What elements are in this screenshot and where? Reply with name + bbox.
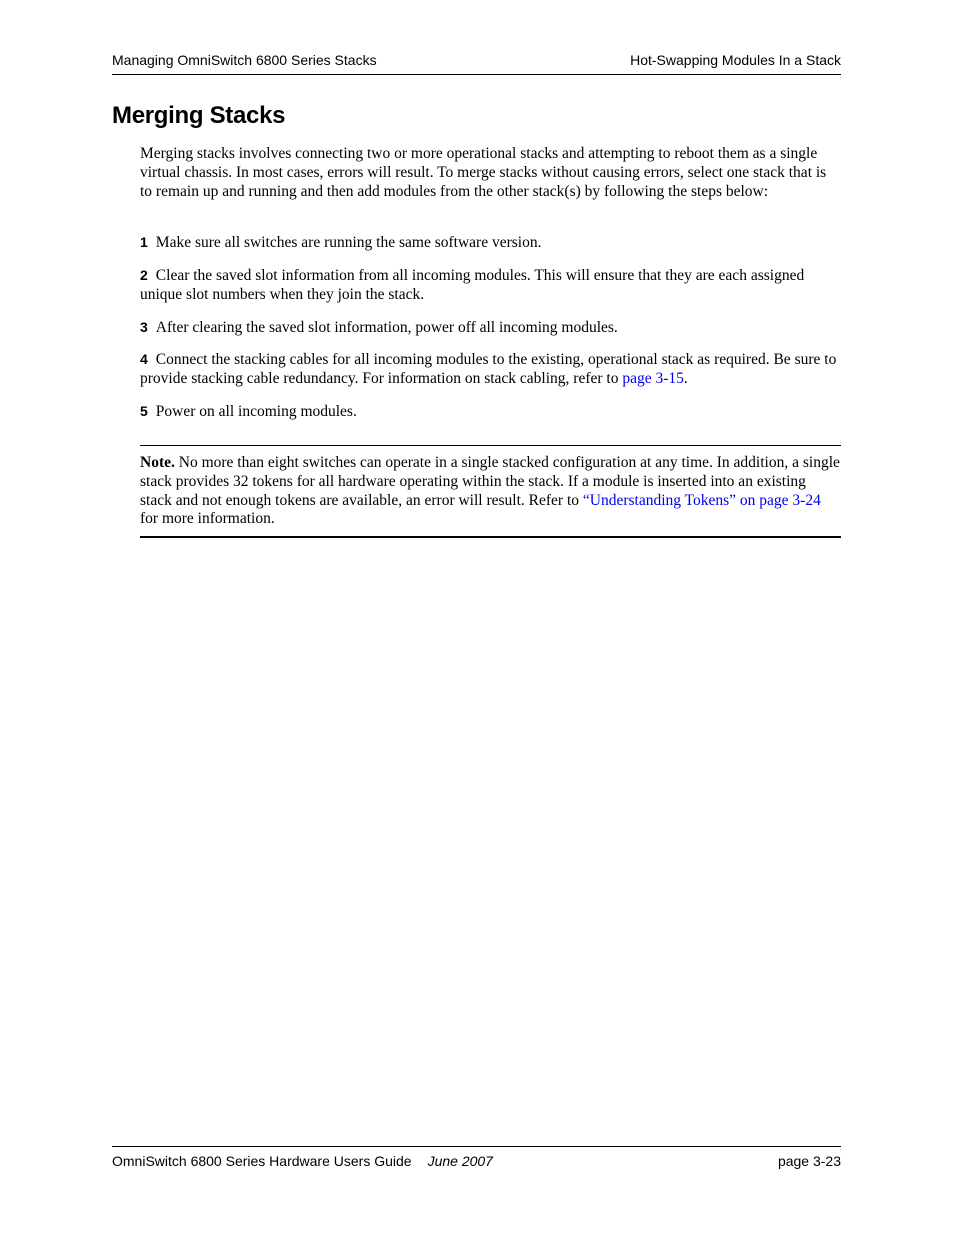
page-3-15-link[interactable]: page 3-15 <box>622 369 684 387</box>
footer-date: June 2007 <box>427 1153 493 1169</box>
note-paragraph <box>140 454 841 529</box>
step-number: 1 <box>140 234 148 250</box>
footer-page-number: page 3-23 <box>777 1153 841 1169</box>
step-text-end: . <box>683 369 688 387</box>
understanding-tokens-link[interactable]: “Understanding Tokens” on page 3-24 <box>582 491 821 509</box>
step-text: After clearing the saved slot information, power off all incoming modules. <box>155 319 618 336</box>
header-chapter-title: Managing OmniSwitch 6800 Series Stacks <box>112 52 377 68</box>
step-number: 5 <box>140 403 148 419</box>
step-3 <box>140 318 842 338</box>
note-label: Note. <box>140 454 175 471</box>
step-text: Clear the saved slot information from all incoming modules. This will ensure that they are each assigned unique slot numbers when they join the stack. <box>140 267 805 303</box>
step-number: 4 <box>140 351 148 367</box>
intro-paragraph: Merging stacks involves connecting two or more operational stacks and attempting to reboot them as a single virtual chassis. In most cases, errors will result. To merge stacks without causing errors, select one stack that is to remain up and running and then add modules from the other stack(s) by following the steps below: <box>140 145 827 200</box>
step-number: 3 <box>140 319 148 335</box>
step-text: Connect the stacking cables for all incoming modules to the existing, operational stack as required. Be sure to provide stacking cable redundancy. For information on stack cabling, refer to <box>140 351 837 387</box>
note-text-end: for more information. <box>140 510 275 528</box>
step-1 <box>140 233 842 253</box>
step-5 <box>140 402 842 422</box>
step-2 <box>140 266 842 305</box>
header-section-title: Hot-Swapping Modules In a Stack <box>630 52 841 68</box>
step-text: Power on all incoming modules. <box>155 403 357 420</box>
section-title: Merging Stacks <box>112 102 286 129</box>
footer-guide-info <box>112 1153 493 1169</box>
note-text: No more than eight switches can operate in a single stacked configuration at any time. In addition, a single stack provides 32 tokens for all hardware operating within the stack. If a module is inserted into an existing stack and not enough tokens are available, an error will result. Refer to <box>140 454 840 509</box>
footer-guide-title: OmniSwitch 6800 Series Hardware Users Guide <box>112 1153 412 1169</box>
page-footer <box>112 1146 841 1177</box>
page-header <box>112 50 841 75</box>
step-4 <box>140 350 842 389</box>
step-text: Make sure all switches are running the same software version. <box>155 234 542 251</box>
note-box <box>140 445 841 538</box>
step-number: 2 <box>140 267 148 283</box>
